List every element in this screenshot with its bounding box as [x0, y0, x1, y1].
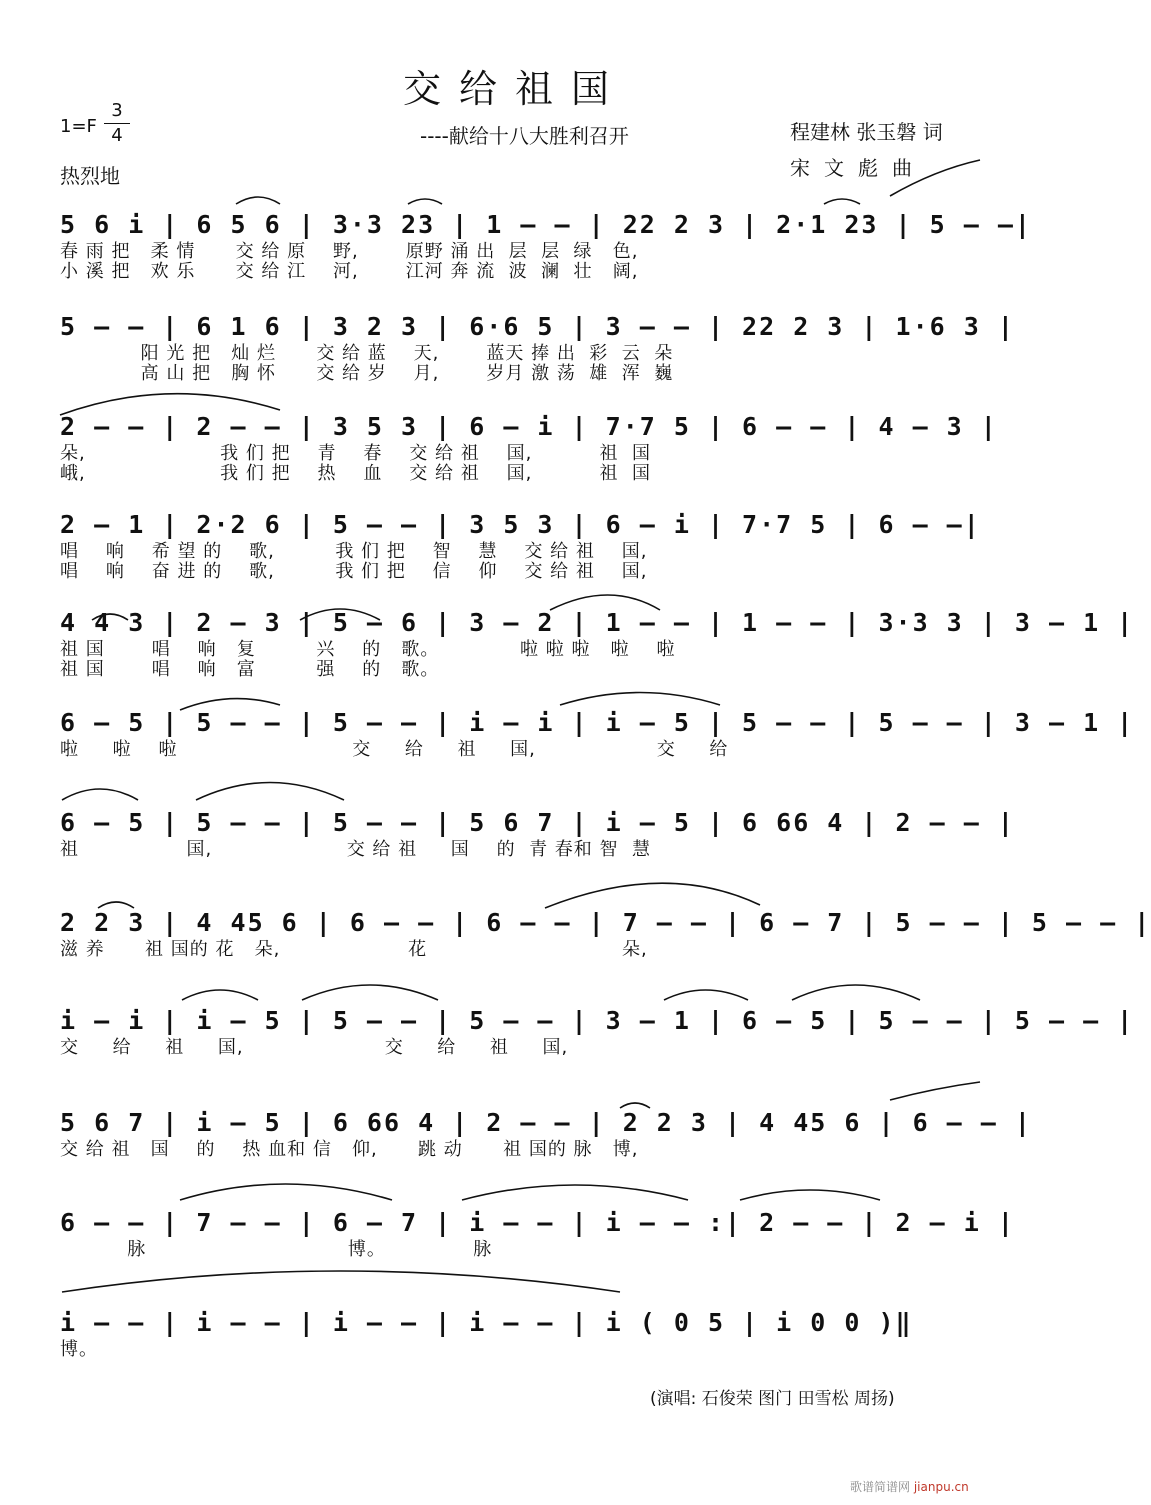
notes-line: 5 6 i | 6 5 6 | 3·3 23 | 1 — — | 22 2 3 | 2·1 23 | 5 — —| — [60, 210, 1032, 239]
slur — [236, 197, 280, 204]
lyrics-line: 交 给 祖 国, 交 给 祖 国, — [60, 1037, 569, 1058]
slur — [182, 990, 258, 1000]
notes-line: 2 — — | 2 — — | 3 5 3 | 6 — i | 7·7 5 | 6 — — | 4 — 3 | — [60, 412, 998, 441]
slur — [62, 1271, 620, 1292]
lyrics-verse-1: 阳 光 把 灿 烂 交 给 蓝 天, 蓝天 捧 出 彩 云 朵 — [60, 343, 674, 364]
slur — [462, 1185, 688, 1200]
lyrics-line: 博。 — [60, 1339, 98, 1360]
notes-line: i — — | i — — | i — — | i — — | i ( 0 5 | i 0 0 )‖ — [60, 1308, 913, 1337]
lyrics-verse-2: 唱 响 奋 进 的 歌, 我 们 把 信 仰 交 给 祖 国, — [60, 561, 648, 582]
notes-line: i — i | i — 5 | 5 — — | 5 — — | 3 — 1 | 6 — 5 | 5 — — | 5 — — | — [60, 1006, 1135, 1035]
lyrics-line: 脉 博。 脉 — [60, 1239, 493, 1260]
staff-row-12 — [60, 1306, 990, 1360]
notes-line: 4 4 3 | 2 — 3 | 5 — 6 | 3 — 2 | 1 — — | 1 — — | 3·3 3 | 3 — 1 | — [60, 608, 1135, 637]
slur — [196, 783, 344, 801]
staff-row-6 — [60, 706, 1135, 760]
staff-row-7 — [60, 806, 1015, 860]
slur — [824, 199, 860, 204]
time-bottom: 4 — [111, 125, 123, 146]
lyrics-line: 啦 啦 啦 交 给 祖 国, 交 给 — [60, 739, 729, 760]
slur — [180, 1184, 392, 1200]
composer-credit: 宋文彪曲 — [790, 156, 926, 180]
lyrics-verse-2: 高 山 把 胸 怀 交 给 岁 月, 岁月 激 荡 雄 浑 巍 — [60, 363, 674, 384]
slur — [62, 789, 138, 800]
key-signature: 1=F — [60, 116, 97, 137]
slur — [792, 985, 920, 1000]
staff-row-2 — [60, 310, 1015, 384]
song-title: 交给祖国 — [402, 67, 627, 111]
performers-credit: (演唱: 石俊荣 图门 田雪松 周扬) — [650, 1389, 895, 1409]
watermark-site: 歌谱简谱网 — [850, 1480, 911, 1494]
lyrics-line: 滋 养 祖 国的 花 朵, 花 朵, — [60, 939, 648, 960]
notes-line: 6 — 5 | 5 — — | 5 — — | i — i | i — 5 | 5 — — | 5 — — | 3 — 1 | — [60, 708, 1135, 737]
notes-line: 2 2 3 | 4 45 6 | 6 — — | 6 — — | 7 — — | 6 — 7 | 5 — — | 5 — — | — [60, 908, 1151, 937]
notes-line: 2 — 1 | 2·2 6 | 5 — — | 3 5 3 | 6 — i | 7·7 5 | 6 — —| — [60, 510, 981, 539]
lyrics-verse-2: 祖 国 唱 响 富 强 的 歌。 — [60, 659, 440, 680]
slur — [560, 693, 720, 706]
lyrics-verse-1: 朵, 我 们 把 青 春 交 给 祖 国, 祖 国 — [60, 443, 651, 464]
staff-row-4 — [60, 508, 990, 582]
lyricist-credit: 程建林 张玉磐 词 — [790, 120, 943, 144]
lyrics-verse-1: 祖 国 唱 响 复 兴 的 歌。 啦 啦 啦 啦 啦 — [60, 639, 676, 660]
time-top: 3 — [111, 100, 123, 121]
slur — [740, 1190, 880, 1200]
tempo-marking: 热烈地 — [60, 164, 120, 188]
notes-line: 6 — — | 7 — — | 6 — 7 | i — — | i — — :| 2 — — | 2 — i | — [60, 1208, 1015, 1237]
lyrics-verse-2: 峨, 我 们 把 热 血 交 给 祖 国, 祖 国 — [60, 463, 651, 484]
staff-row-10 — [60, 1106, 1032, 1160]
staff-row-5 — [60, 606, 1135, 680]
notes-line: 5 — — | 6 1 6 | 3 2 3 | 6·6 5 | 3 — — | 22 2 3 | 1·6 3 | — [60, 312, 1015, 341]
slur — [890, 160, 980, 196]
lyrics-line: 交 给 祖 国 的 热 血和 信 仰, 跳 动 祖 国的 脉 博, — [60, 1139, 639, 1160]
notes-line: 5 6 7 | i — 5 | 6 66 4 | 2 — — | 2 2 3 | 4 45 6 | 6 — — | — [60, 1108, 1032, 1137]
slur — [890, 1082, 980, 1100]
staff-row-3 — [60, 410, 998, 484]
slur — [545, 883, 760, 908]
lyrics-line: 祖 国, 交 给 祖 国 的 青 春和 智 慧 — [60, 839, 651, 860]
notes-line: 6 — 5 | 5 — — | 5 — — | 5 6 7 | i — 5 | 6 66 4 | 2 — — | — [60, 808, 1015, 837]
staff-row-9 — [60, 1004, 1135, 1058]
subtitle: ----献给十八大胜利召开 — [420, 124, 629, 148]
watermark — [850, 1478, 969, 1495]
slur — [408, 199, 442, 204]
lyrics-verse-1: 春 雨 把 柔 情 交 给 原 野, 原野 涌 出 层 层 绿 色, — [60, 241, 639, 262]
lyrics-verse-2: 小 溪 把 欢 乐 交 给 江 河, 江河 奔 流 波 澜 壮 阔, — [60, 261, 639, 282]
slur — [302, 985, 438, 1000]
staff-row-1 — [60, 208, 1032, 282]
watermark-url: jianpu.cn — [913, 1480, 969, 1494]
staff-row-8 — [60, 906, 1151, 960]
lyrics-verse-1: 唱 响 希 望 的 歌, 我 们 把 智 慧 交 给 祖 国, — [60, 541, 648, 562]
slur — [664, 990, 748, 1000]
staff-row-11 — [60, 1206, 1015, 1260]
